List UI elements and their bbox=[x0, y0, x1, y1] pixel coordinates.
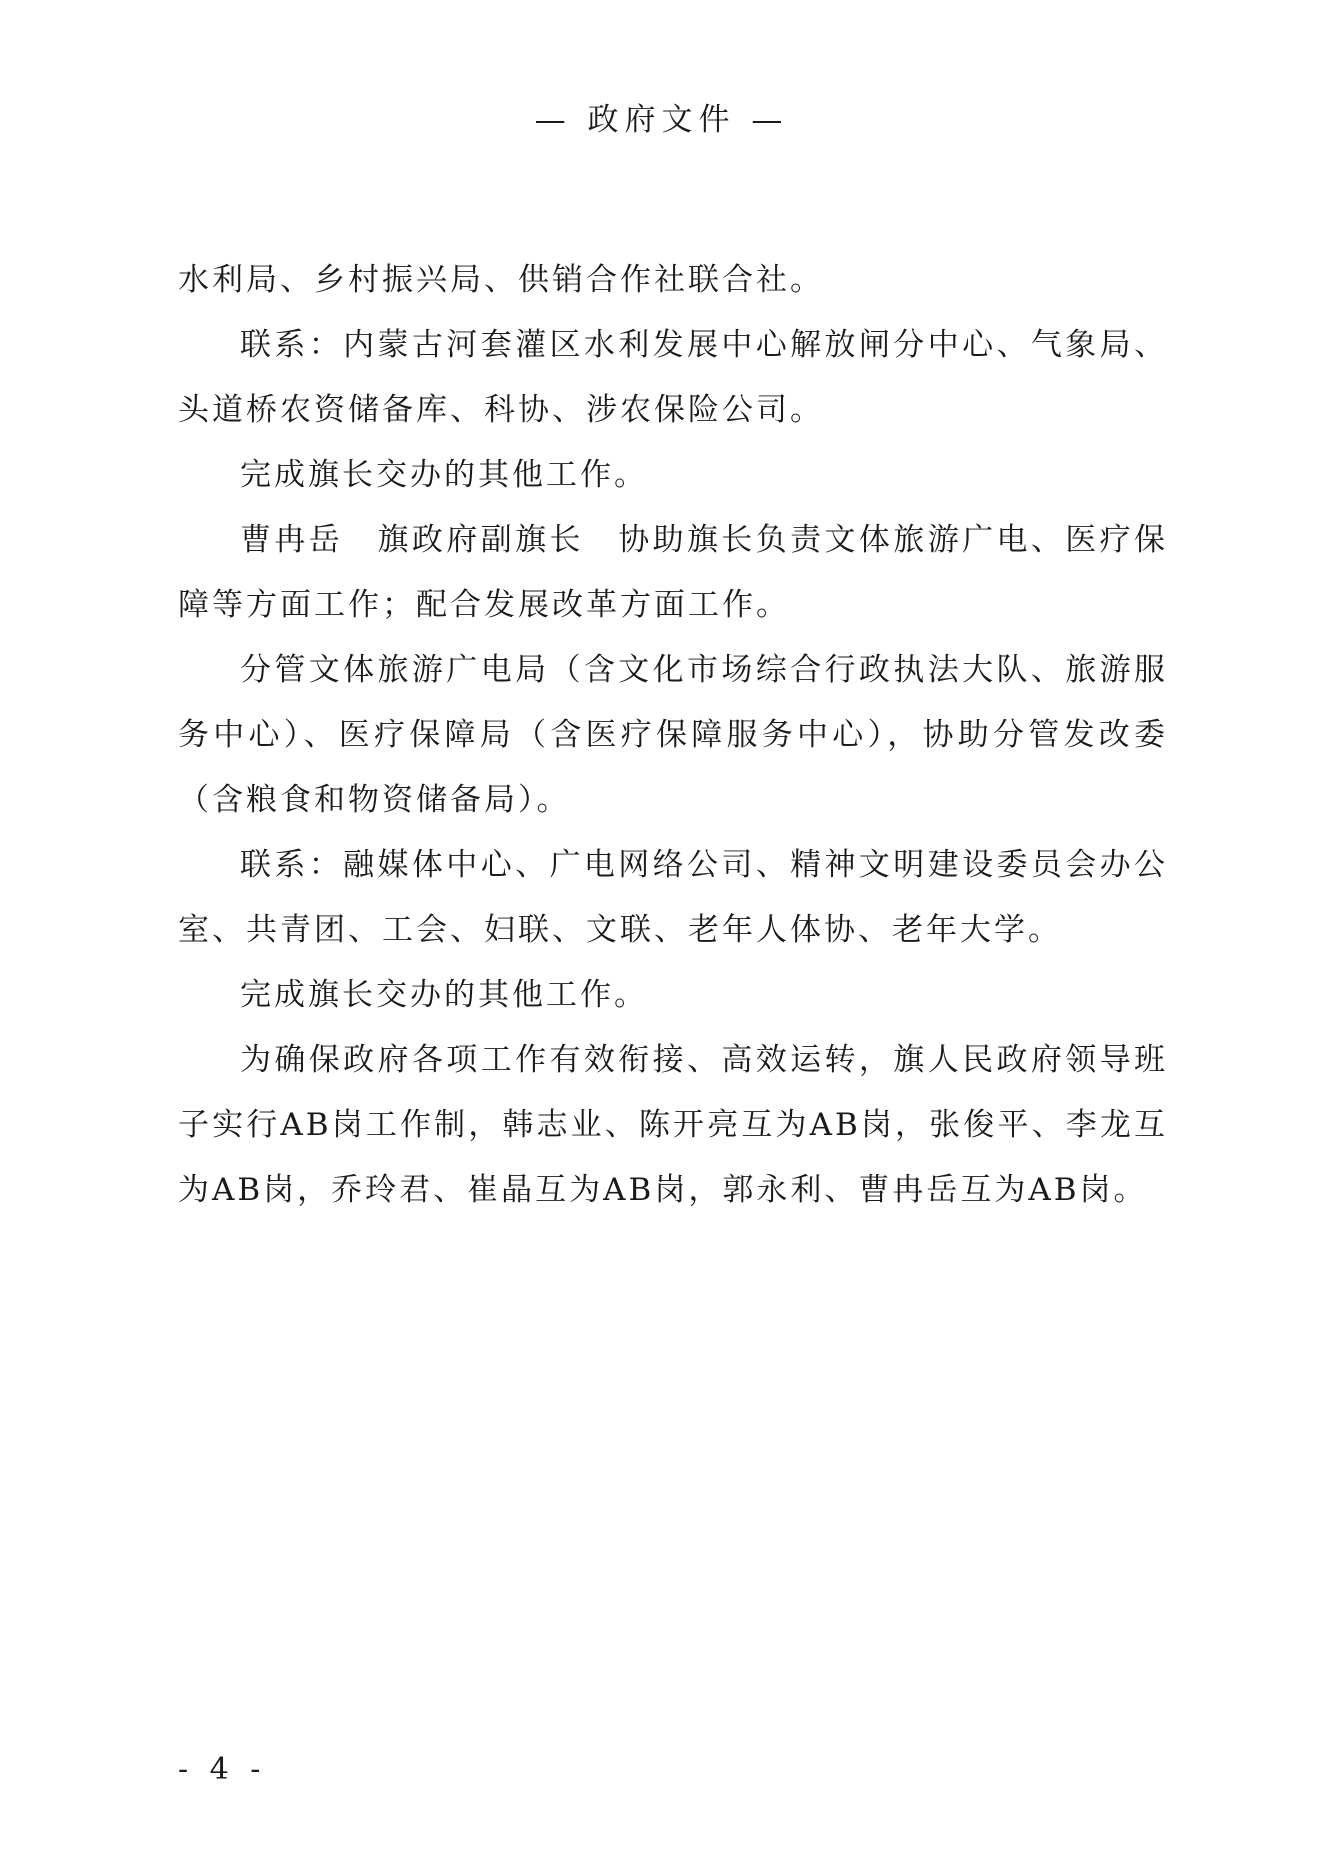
document-body bbox=[178, 248, 1168, 1223]
paragraph-1: 水利局、乡村振兴局、供销合作社联合社。 bbox=[178, 262, 824, 298]
paragraph-6: 联系：融媒体中心、广电网络公司、精神文明建设委员会办公室、共青团、工会、妇联、文联、老年人体协、老年大学。 bbox=[178, 847, 1168, 948]
paragraph-5: 分管文体旅游广电局（含文化市场综合行政执法大队、旅游服务中心）、医疗保障局（含医疗保障服务中心），协助分管发改委（含粮食和物资储备局）。 bbox=[178, 652, 1168, 818]
paragraph-8: 为确保政府各项工作有效衔接、高效运转，旗人民政府领导班子实行AB岗工作制，韩志业、陈开亮互为AB岗，张俊平、李龙互为AB岗，乔玲君、崔晶互为AB岗，郭永利、曹冉岳互为AB岗。 bbox=[178, 1042, 1168, 1208]
page-number: - 4 - bbox=[178, 1752, 267, 1787]
paragraph-2: 联系：内蒙古河套灌区水利发展中心解放闸分中心、气象局、头道桥农资储备库、科协、涉农保险公司。 bbox=[178, 327, 1168, 428]
paragraph-7: 完成旗长交办的其他工作。 bbox=[240, 977, 648, 1013]
paragraph-4: 曹冉岳 旗政府副旗长 协助旗长负责文体旅游广电、医疗保障等方面工作；配合发展改革方面工作。 bbox=[178, 522, 1168, 623]
paragraph-3: 完成旗长交办的其他工作。 bbox=[240, 457, 648, 493]
document-header: — 政府文件 — bbox=[534, 102, 789, 138]
